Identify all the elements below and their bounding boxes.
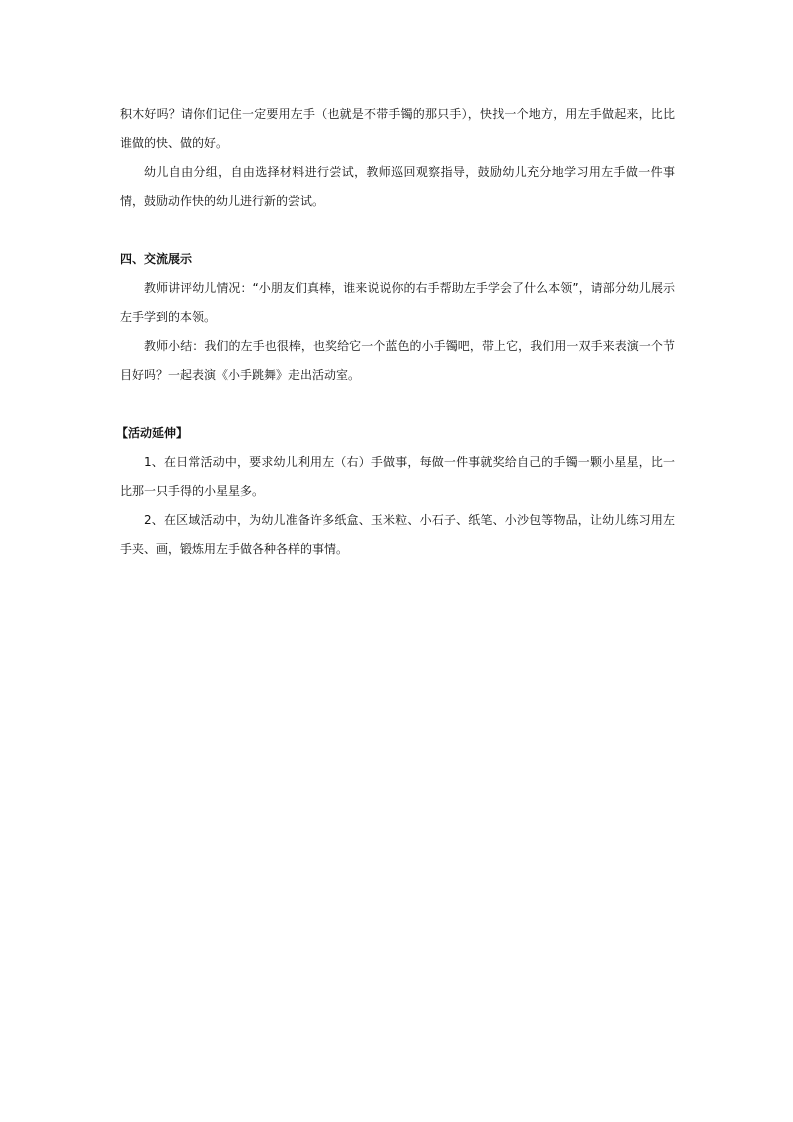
section-heading-exchange-display: 四、交流展示	[120, 252, 193, 266]
section-heading-activity-extension: 【活动延伸】	[116, 426, 189, 440]
paragraph-teacher-summary: 教师小结：我们的左手也很棒，也奖给它一个蓝色的小手镯吧，带上它，我们用一双手来表演一个节目好吗？一起表演《小手跳舞》走出活动室。	[120, 339, 675, 382]
paragraph-continuation: 积木好吗？请你们记住一定要用左手（也就是不带手镯的那只手），快找一个地方，用左手做起来，比比谁做的快、做的好。	[120, 107, 675, 150]
extension-item-1: 1、在日常活动中，要求幼儿利用左（右）手做事，每做一件事就奖给自己的手镯一颗小星星，比一比那一只手得的小星星多。	[120, 455, 675, 498]
paragraph-free-grouping: 幼儿自由分组，自由选择材料进行尝试，教师巡回观察指导，鼓励幼儿充分地学习用左手做一件事情，鼓励动作快的幼儿进行新的尝试。	[120, 165, 675, 208]
extension-item-2: 2、在区域活动中，为幼儿准备许多纸盒、玉米粒、小石子、纸笔、小沙包等物品，让幼儿练习用左手夹、画，锻炼用左手做各种各样的事情。	[120, 513, 675, 556]
document-body	[116, 100, 675, 564]
paragraph-teacher-review: 教师讲评幼儿情况：“小朋友们真棒，谁来说说你的右手帮助左手学会了什么本领”，请部分幼儿展示左手学到的本领。	[120, 281, 675, 324]
